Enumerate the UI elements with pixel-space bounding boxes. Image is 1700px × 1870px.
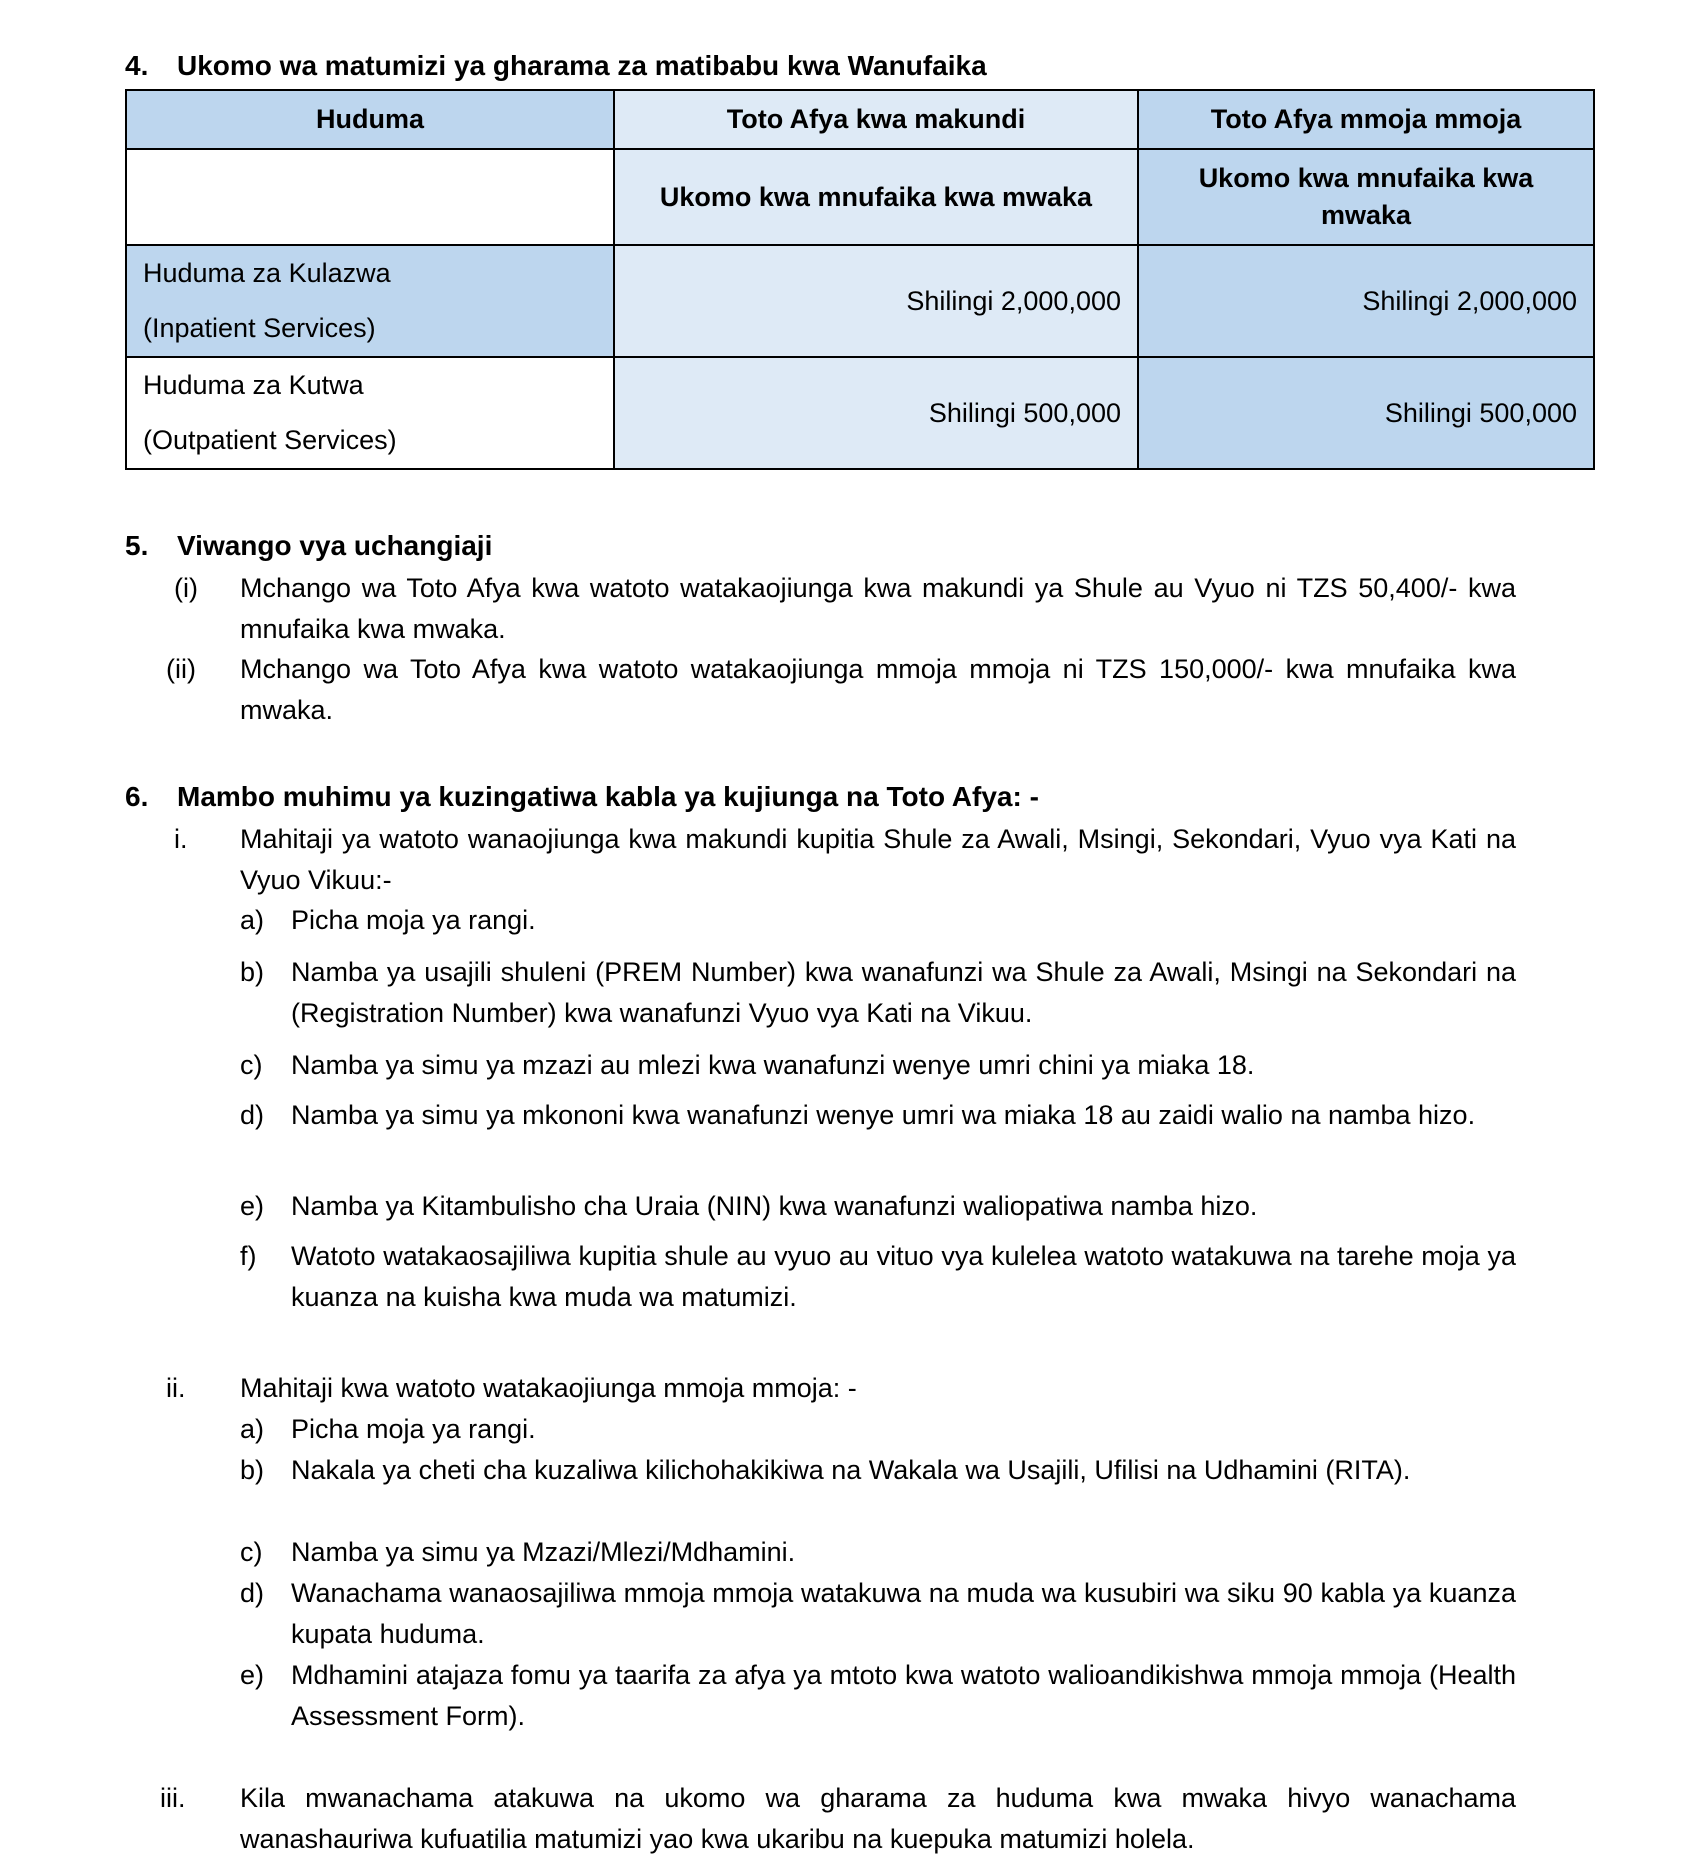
- requirement-item: Watoto watakaosajiliwa kupitia shule au vyuo au vituo vya kulelea watoto watakuwa na tarehe moja ya kuanza na kuisha kwa muda wa matumizi.: [291, 1241, 1516, 1312]
- column-header: Toto Afya kwa makundi: [614, 90, 1138, 149]
- section-4-heading: [125, 50, 987, 82]
- benefit-limits-table: [125, 89, 1595, 470]
- section-title: Mambo muhimu ya kuzingatiwa kabla ya kujiunga na Toto Afya: -: [177, 781, 1039, 812]
- list-marker: e): [240, 1660, 265, 1690]
- group-limit-cell: Shilingi 500,000: [614, 357, 1138, 469]
- list-marker: iii.: [160, 1783, 186, 1813]
- service-name-english: (Outpatient Services): [143, 425, 397, 455]
- section-number: 6.: [125, 781, 149, 812]
- requirement-item: Nakala ya cheti cha kuzaliwa kilichohakikiwa na Wakala wa Usajili, Ufilisi na Udhamini (RITA).: [291, 1455, 1411, 1485]
- section-number: 4.: [125, 50, 149, 81]
- list-marker: c): [240, 1050, 263, 1080]
- column-subheader: [126, 149, 614, 245]
- requirement-item: Namba ya usajili shuleni (PREM Number) kwa wanafunzi wa Shule za Awali, Msingi na Sekondari na (Registration Number) kwa wanafunzi Vyuo vya Kati na Vikuu.: [291, 957, 1516, 1028]
- individual-limit-cell: Shilingi 500,000: [1138, 357, 1594, 469]
- section-6-heading: [125, 781, 1039, 813]
- annual-limit-note: Kila mwanachama atakuwa na ukomo wa gharama za huduma kwa mwaka hivyo wanachama wanashauriwa kufuatilia matumizi yao kwa ukaribu na kuepuka matumizi holela.: [240, 1783, 1516, 1854]
- service-cell: [126, 357, 614, 469]
- contribution-item: Mchango wa Toto Afya kwa watoto watakaojiunga kwa makundi ya Shule au Vyuo ni TZS 50,400/- kwa mnufaika kwa mwaka.: [240, 573, 1516, 644]
- group-limit-cell: Shilingi 2,000,000: [614, 245, 1138, 357]
- service-name: Huduma za Kutwa: [143, 370, 364, 400]
- requirement-item: Namba ya simu ya mkononi kwa wanafunzi wenye umri wa miaka 18 au zaidi walio na namba hizo.: [291, 1100, 1476, 1130]
- section-title: Viwango vya uchangiaji: [177, 530, 493, 561]
- list-marker: d): [240, 1100, 265, 1130]
- section-number: 5.: [125, 530, 149, 561]
- column-header: Huduma: [126, 90, 614, 149]
- table-header-row: [126, 90, 1594, 149]
- list-marker: b): [240, 1455, 265, 1485]
- list-marker: (i): [174, 573, 198, 603]
- requirement-item: Namba ya Kitambulisho cha Uraia (NIN) kwa wanafunzi waliopatiwa namba hizo.: [291, 1191, 1258, 1221]
- requirement-item: Namba ya simu ya Mzazi/Mlezi/Mdhamini.: [291, 1537, 796, 1567]
- list-marker: a): [240, 1414, 265, 1444]
- column-header: Toto Afya mmoja mmoja: [1138, 90, 1594, 149]
- list-marker: c): [240, 1537, 263, 1567]
- section-5-heading: [125, 530, 492, 562]
- list-marker: i.: [174, 824, 188, 854]
- contribution-item: Mchango wa Toto Afya kwa watoto watakaojiunga mmoja mmoja ni TZS 150,000/- kwa mnufaika kwa mwaka.: [240, 654, 1516, 725]
- list-marker: a): [240, 905, 265, 935]
- individual-limit-cell: Shilingi 2,000,000: [1138, 245, 1594, 357]
- service-cell: [126, 245, 614, 357]
- list-marker: e): [240, 1191, 265, 1221]
- list-marker: f): [240, 1241, 257, 1271]
- service-name: Huduma za Kulazwa: [143, 258, 391, 288]
- requirement-item: Namba ya simu ya mzazi au mlezi kwa wanafunzi wenye umri chini ya miaka 18.: [291, 1050, 1255, 1080]
- list-marker: d): [240, 1578, 265, 1608]
- group-requirements-intro: Mahitaji ya watoto wanaojiunga kwa makundi kupitia Shule za Awali, Msingi, Sekondari, Vyuo vya Kati na Vyuo Vikuu:-: [240, 824, 1516, 895]
- requirement-item: Picha moja ya rangi.: [291, 905, 536, 935]
- table-row: [126, 357, 1594, 469]
- service-name-english: (Inpatient Services): [143, 313, 376, 343]
- requirement-item: Picha moja ya rangi.: [291, 1414, 536, 1444]
- table-subheader-row: [126, 149, 1594, 245]
- requirement-item: Mdhamini atajaza fomu ya taarifa za afya ya mtoto kwa watoto walioandikishwa mmoja mmoja (Health Assessment Form).: [291, 1660, 1516, 1731]
- list-marker: (ii): [166, 654, 196, 684]
- list-marker: b): [240, 957, 265, 987]
- section-title: Ukomo wa matumizi ya gharama za matibabu kwa Wanufaika: [177, 50, 987, 81]
- column-subheader: Ukomo kwa mnufaika kwa mwaka: [614, 149, 1138, 245]
- table-row: [126, 245, 1594, 357]
- column-subheader: Ukomo kwa mnufaika kwa mwaka: [1138, 149, 1594, 245]
- list-marker: ii.: [166, 1373, 186, 1403]
- requirement-item: Wanachama wanaosajiliwa mmoja mmoja watakuwa na muda wa kusubiri wa siku 90 kabla ya kuanza kupata huduma.: [291, 1578, 1516, 1649]
- individual-requirements-intro: Mahitaji kwa watoto watakaojiunga mmoja mmoja: -: [240, 1373, 857, 1403]
